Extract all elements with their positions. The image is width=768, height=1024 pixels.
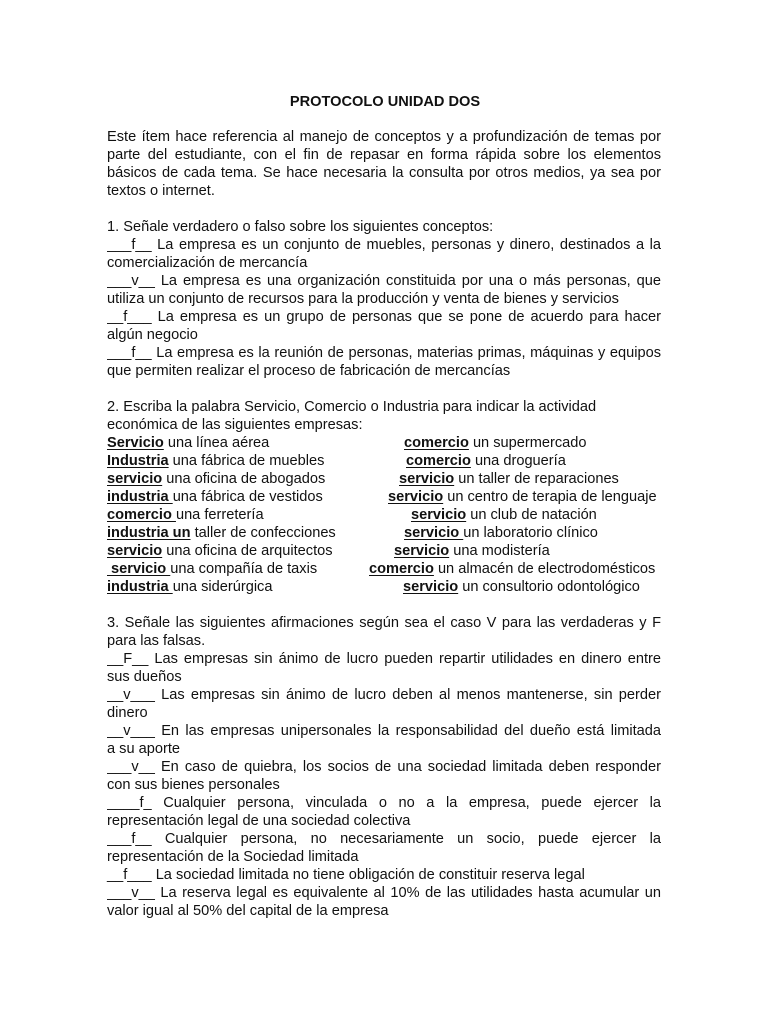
- answer-right: [403, 578, 640, 596]
- question-2: [107, 398, 661, 596]
- answer-left: [107, 452, 324, 470]
- answer-word: industria un: [107, 525, 191, 541]
- q1-line: utiliza un conjunto de recursos para la producción y venta de bienes y servicios: [107, 291, 619, 307]
- q3-line: ___v__ En caso de quiebra, los socios de una sociedad limitada deben responder: [107, 759, 661, 775]
- answer-row: [107, 560, 661, 578]
- answer-left: [107, 434, 269, 452]
- q3-line: __F__ Las empresas sin ánimo de lucro pueden repartir utilidades en dinero entre: [107, 651, 661, 667]
- q3-line: __v___ Las empresas sin ánimo de lucro deben al menos mantenerse, sin perder: [107, 687, 661, 703]
- answer-word: servicio: [107, 543, 163, 559]
- answer-word: servicio: [388, 489, 444, 505]
- intro-line: básicos de cada tema. Se hace necesaria la consulta por otros medios, ya sea por: [107, 165, 661, 181]
- q1-line: ___v__ La empresa es una organización constituida por una o más personas, que: [107, 273, 661, 289]
- q3-line: dinero: [107, 705, 148, 721]
- answer-left: [107, 578, 272, 596]
- question-2-heading: 2. Escriba la palabra Servicio, Comercio o Industria para indicar la actividad: [107, 399, 597, 415]
- q3-line: __v___ En las empresas unipersonales la responsabilidad del dueño está limitada: [107, 723, 661, 739]
- q3-line: a su aporte: [107, 741, 181, 757]
- q3-line: ____f_ Cualquier persona, vinculada o no a la empresa, puede ejercer la: [107, 795, 661, 811]
- answer-word: industria: [107, 579, 173, 595]
- q3-line: representación legal de una sociedad colectiva: [107, 813, 411, 829]
- answer-word: industria: [107, 489, 173, 505]
- company-text: un supermercado: [468, 435, 587, 451]
- answer-right: [404, 434, 587, 452]
- answer-row: [107, 488, 661, 506]
- q3-line: con sus bienes personales: [107, 777, 280, 793]
- question-3-heading: para las falsas.: [107, 633, 206, 649]
- q1-line: ___f__ La empresa es la reunión de personas, materias primas, máquinas y equipos: [107, 345, 661, 361]
- company-text: un club de natación: [466, 507, 597, 523]
- question-3: [107, 614, 661, 920]
- question-1: [107, 218, 661, 380]
- q3-line: sus dueños: [107, 669, 182, 685]
- answer-right: [411, 506, 597, 524]
- answer-word: servicio: [403, 579, 459, 595]
- answer-row: [107, 452, 661, 470]
- question-3-heading: 3. Señale las siguientes afirmaciones según sea el caso V para las verdaderas y F: [107, 615, 661, 631]
- answer-right: [399, 470, 619, 488]
- answer-right: [369, 560, 655, 578]
- answer-row: [107, 578, 661, 596]
- answer-word: servicio: [411, 507, 467, 523]
- answer-left: [107, 506, 264, 524]
- answer-left: [107, 488, 323, 506]
- answer-right: [406, 452, 566, 470]
- company-text: una fábrica de vestidos: [172, 489, 323, 505]
- intro-paragraph: [107, 128, 661, 200]
- company-text: taller de confecciones: [190, 525, 336, 541]
- q3-line: ___f__ Cualquier persona, no necesariamente un socio, puede ejercer la: [107, 831, 661, 847]
- q3-line: __f___ La sociedad limitada no tiene obligación de constituir reserva legal: [107, 867, 585, 883]
- company-text: una modistería: [449, 543, 550, 559]
- intro-line: Este ítem hace referencia al manejo de conceptos y a profundización de temas por: [107, 129, 661, 145]
- answer-left: [107, 560, 317, 578]
- answer-word: servicio: [107, 471, 163, 487]
- company-text: un centro de terapia de lenguaje: [443, 489, 657, 505]
- document-page: [107, 93, 661, 920]
- answer-word: Industria: [107, 453, 169, 469]
- company-text: un taller de reparaciones: [454, 471, 619, 487]
- question-2-heading: económica de las siguientes empresas:: [107, 417, 363, 433]
- q1-line: __f___ La empresa es un grupo de personas que se pone de acuerdo para hacer: [107, 309, 661, 325]
- intro-line: parte del estudiante, con el fin de repasar en forma rápida sobre los elementos: [107, 147, 661, 163]
- company-text: un laboratorio clínico: [463, 525, 598, 541]
- intro-line: textos o internet.: [107, 183, 215, 199]
- answer-left: [107, 470, 325, 488]
- q1-line: que permiten realizar el proceso de fabricación de mercancías: [107, 363, 511, 379]
- q3-line: ___v__ La reserva legal es equivalente al 10% de las utilidades hasta acumular un: [107, 885, 661, 901]
- answer-word: comercio: [404, 435, 469, 451]
- q1-line: comercialización de mercancía: [107, 255, 308, 271]
- q3-line: valor igual al 50% del capital de la empresa: [107, 903, 389, 919]
- answer-row: [107, 434, 661, 452]
- answer-left: [107, 542, 333, 560]
- document-title: PROTOCOLO UNIDAD DOS: [289, 94, 481, 110]
- answer-word: servicio: [399, 471, 455, 487]
- answer-word: servicio: [107, 561, 171, 577]
- company-text: una siderúrgica: [172, 579, 273, 595]
- answer-row: [107, 506, 661, 524]
- answer-row: [107, 542, 661, 560]
- answer-word: Servicio: [107, 435, 164, 451]
- q1-line: algún negocio: [107, 327, 198, 343]
- q3-line: representación de la Sociedad limitada: [107, 849, 359, 865]
- answer-row: [107, 470, 661, 488]
- company-text: una compañía de taxis: [170, 561, 318, 577]
- company-text: una droguería: [470, 453, 566, 469]
- answer-right: [394, 542, 550, 560]
- company-text: una ferretería: [175, 507, 264, 523]
- answer-word: servicio: [404, 525, 464, 541]
- question-1-heading: 1. Señale verdadero o falso sobre los siguientes conceptos:: [107, 219, 494, 235]
- company-text: una oficina de arquitectos: [162, 543, 333, 559]
- company-text: una oficina de abogados: [162, 471, 326, 487]
- answer-row: [107, 524, 661, 542]
- answer-word: comercio: [369, 561, 434, 577]
- company-text: un consultorio odontológico: [458, 579, 640, 595]
- answer-left: [107, 524, 336, 542]
- answer-right: [404, 524, 598, 542]
- answer-word: comercio: [107, 507, 176, 523]
- company-text: una línea aérea: [163, 435, 270, 451]
- answer-right: [388, 488, 657, 506]
- answer-word: comercio: [406, 453, 471, 469]
- q1-line: ___f__ La empresa es un conjunto de muebles, personas y dinero, destinados a la: [107, 237, 661, 253]
- company-text: una fábrica de muebles: [168, 453, 325, 469]
- answer-word: servicio: [394, 543, 450, 559]
- company-text: un almacén de electrodomésticos: [433, 561, 656, 577]
